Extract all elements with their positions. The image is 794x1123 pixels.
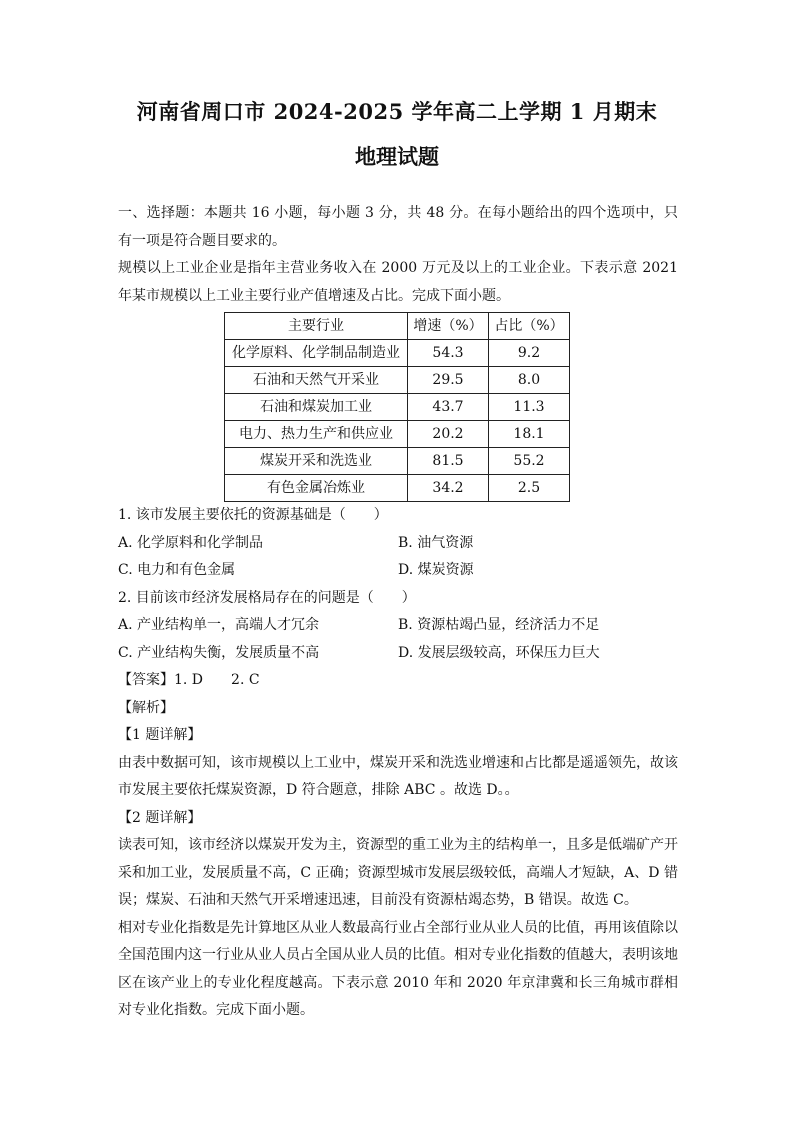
material-paragraph-1: 规模以上工业企业是指年主营业务收入在 2000 万元及以上的工业企业。下表示意 2021 年某市规模以上工业主要行业产值增速及占比。完成下面小题。 xyxy=(118,260,678,304)
table-cell: 20.2 xyxy=(408,421,489,448)
answer-line: 【答案】1. D 2. C xyxy=(118,672,260,688)
question-1-options-row-1 xyxy=(118,530,678,558)
table-header: 增速（%） xyxy=(408,313,489,340)
table-row xyxy=(225,475,570,502)
option-b: B. 资源枯竭凸显，经济活力不足 xyxy=(398,617,600,633)
question-2-options-row-1 xyxy=(118,612,678,640)
table-cell: 34.2 xyxy=(408,475,489,502)
table-header: 主要行业 xyxy=(225,313,408,340)
option-a: A. 产业结构单一，高端人才冗余 xyxy=(118,617,320,633)
question-2-stem: 2. 目前该市经济发展格局存在的问题是（ ） xyxy=(118,589,416,606)
table-cell: 石油和天然气开采业 xyxy=(225,367,408,394)
table-cell: 化学原料、化学制品制造业 xyxy=(225,340,408,367)
table-cell: 55.2 xyxy=(489,448,570,475)
document-title: 河南省周口市 2024-2025 学年高二上学期 1 月期末 xyxy=(136,99,658,124)
table-cell: 18.1 xyxy=(489,421,570,448)
table-header: 占比（%） xyxy=(489,313,570,340)
question-2-options-row-2 xyxy=(118,640,678,668)
table-cell: 9.2 xyxy=(489,340,570,367)
table-row xyxy=(225,421,570,448)
table-row xyxy=(225,340,570,367)
option-b: B. 油气资源 xyxy=(398,534,474,551)
table-cell: 电力、热力生产和供应业 xyxy=(225,421,408,448)
detail-1-text: 由表中数据可知，该市规模以上工业中，煤炭开采和洗选业增速和占比都是遥遥领先，故该市发展主要依托煤炭资源，D 符合题意，排除 ABC 。故选 D。。 xyxy=(118,754,678,798)
table-cell: 43.7 xyxy=(408,394,489,421)
table-cell: 29.5 xyxy=(408,367,489,394)
table-cell: 有色金属冶炼业 xyxy=(225,475,408,502)
table-row xyxy=(225,394,570,421)
analysis-label: 【解析】 xyxy=(118,699,174,716)
option-d: D. 发展层级较高，环保压力巨大 xyxy=(398,644,600,661)
industry-table xyxy=(224,312,570,502)
option-c: C. 产业结构失衡，发展质量不高 xyxy=(118,644,320,661)
question-1-options-row-2 xyxy=(118,557,678,585)
table-row xyxy=(225,367,570,394)
table-cell: 11.3 xyxy=(489,394,570,421)
section-intro: 一、选择题：本题共 16 小题，每小题 3 分，共 48 分。在每小题给出的四个选项中，只有一项是符合题目要求的。 xyxy=(118,205,678,249)
table-cell: 石油和煤炭加工业 xyxy=(225,394,408,421)
option-c: C. 电力和有色金属 xyxy=(118,562,236,578)
question-1-stem: 1. 该市发展主要依托的资源基础是（ ） xyxy=(118,507,388,523)
table-cell: 2.5 xyxy=(489,475,570,502)
table-header-row xyxy=(225,313,570,340)
material-paragraph-2: 相对专业化指数是先计算地区从业人数最高行业占全部行业从业人员的比值，再用该值除以全国范围内这一行业从业人员占全国从业人员的比值。相对专业化指数的值越大，表明该地区在该产业上的专业化程度越高。下表示意 2010 年和 2020 年京津冀和长三角城市群相对专业化指数。完成下面小题。 xyxy=(118,919,678,1018)
table-cell: 54.3 xyxy=(408,340,489,367)
document-body xyxy=(118,200,678,1025)
table-row xyxy=(225,448,570,475)
detail-1-label: 【1 题详解】 xyxy=(118,727,202,743)
option-d: D. 煤炭资源 xyxy=(398,562,474,578)
table-cell: 8.0 xyxy=(489,367,570,394)
table-cell: 81.5 xyxy=(408,448,489,475)
detail-2-text: 读表可知，该市经济以煤炭开发为主，资源型的重工业为主的结构单一，且多是低端矿产开采和加工业，发展质量不高，C 正确；资源型城市发展层级较低，高端人才短缺，A、D 错误；煤炭、石油和天然气开采增速迅速，目前没有资源枯竭态势，B 错误。故选 C。 xyxy=(118,837,678,908)
option-a: A. 化学原料和化学制品 xyxy=(118,534,264,551)
table-cell: 煤炭开采和洗选业 xyxy=(225,448,408,475)
document-subtitle: 地理试题 xyxy=(355,144,439,169)
detail-2-label: 【2 题详解】 xyxy=(118,809,202,826)
